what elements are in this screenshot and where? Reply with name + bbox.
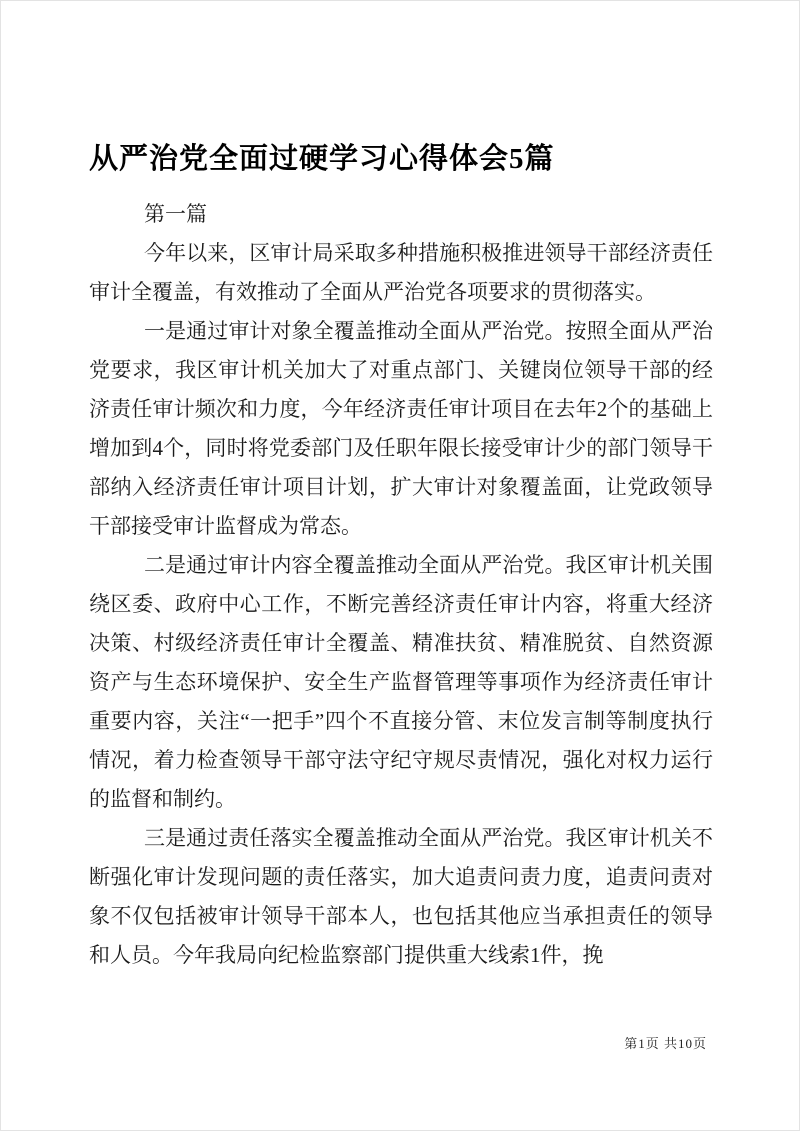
paragraph-point-two: 二是通过审计内容全覆盖推动全面从严治党。我区审计机关围绕区委、政府中心工作，不断完善经济责任审计内容，将重大经济决策、村级经济责任审计全覆盖、精准扶贫、精准脱贫、自然资源资产与生态环境保护、安全生产监督管理等事项作为经济责任审计重要内容，关注“一把手”四个不直接分管、末位发言制等制度执行情况，着力检查领导干部守法守纪守规尽责情况，强化对权力运行的监督和制约。 — [89, 553, 713, 811]
paragraph-point-one: 一是通过审计对象全覆盖推动全面从严治党。按照全面从严治党要求，我区审计机关加大了对重点部门、关键岗位领导干部的经济责任审计频次和力度，今年经济责任审计项目在去年2个的基础上增加到4个，同时将党委部门及任职年限长接受审计少的部门领导干部纳入经济责任审计项目计划，扩大审计对象覆盖面，让党政领导干部接受审计监督成为常态。 — [89, 319, 713, 538]
document-title: 从严治党全面过硬学习心得体会5篇 — [89, 143, 555, 175]
page-footer — [624, 1033, 707, 1052]
page-number-label: 第1页 共10页 — [624, 1036, 707, 1051]
section-label: 第一篇 — [144, 202, 208, 226]
paragraph-intro: 今年以来，区审计局采取多种措施积极推进领导干部经济责任审计全覆盖，有效推动了全面从严治党各项要求的贯彻落实。 — [89, 241, 713, 304]
document-body — [89, 139, 713, 975]
paragraph-point-three: 三是通过责任落实全覆盖推动全面从严治党。我区审计机关不断强化审计发现问题的责任落实，加大追责问责力度，追责问责对象不仅包括被审计领导干部本人，也包括其他应当承担责任的领导和人员。今年我局向纪检监察部门提供重大线索1件，挽 — [89, 826, 713, 967]
